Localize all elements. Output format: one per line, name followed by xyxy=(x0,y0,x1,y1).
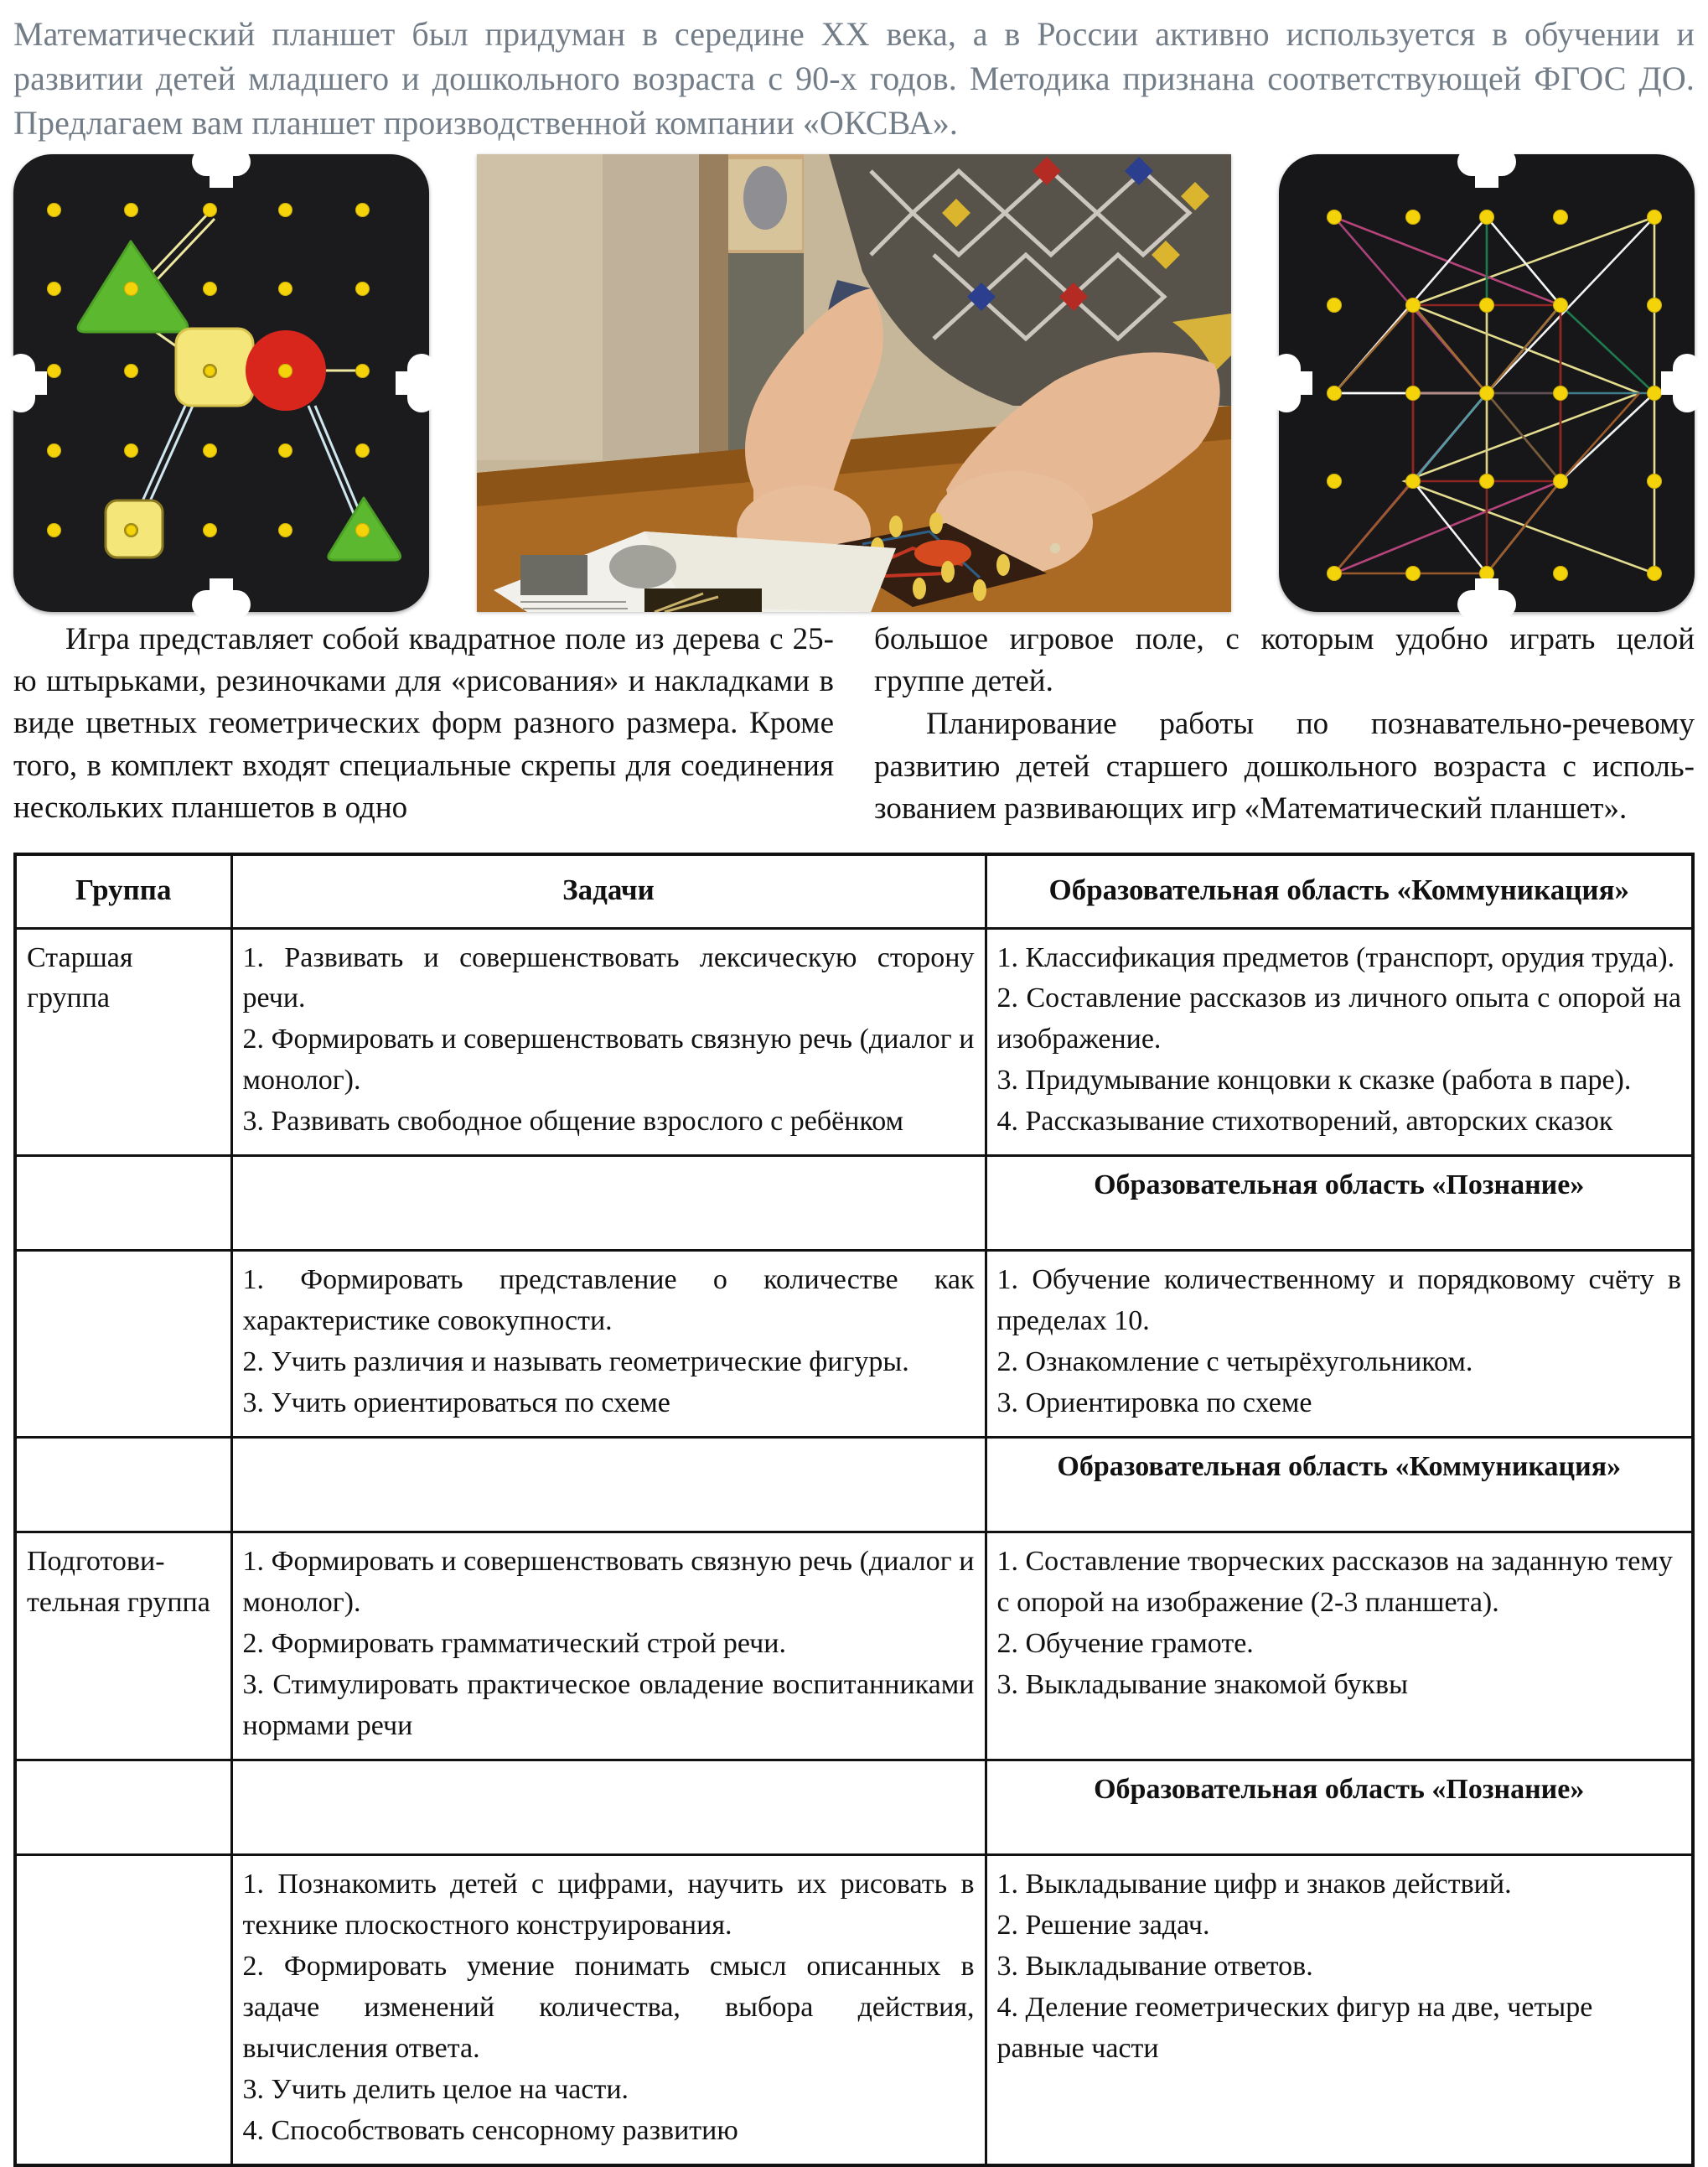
peg xyxy=(1327,566,1342,581)
peg xyxy=(124,203,138,217)
planning-table xyxy=(13,853,1695,2166)
cell-area xyxy=(986,1854,1693,2164)
area-item: 3. Выкладывание ответов. xyxy=(996,1950,1313,1982)
area-item: 4. Деление геометрических фигур на две, четыре равные части xyxy=(996,1991,1593,2064)
task-item: 1. Формировать и совершенствовать связную речь (диалог и монолог). xyxy=(242,1546,975,1619)
task-item: 4. Способствовать сенсорному развитию xyxy=(242,2114,738,2146)
area-item: 3. Ориентировка по схеме xyxy=(996,1387,1312,1419)
peg xyxy=(1647,386,1662,401)
board-notch-right-icon xyxy=(1673,354,1701,412)
peg xyxy=(1647,298,1662,313)
cell-group xyxy=(15,1251,231,1438)
peg xyxy=(1479,386,1494,401)
peg xyxy=(355,203,370,217)
peg xyxy=(1647,474,1662,489)
cell-area xyxy=(986,1532,1693,1760)
geoboard-bands-image xyxy=(1279,154,1695,612)
figure-geoboard-shapes xyxy=(13,154,429,612)
task-item: 1. Формировать представление о количестве как характеристике совокупности. xyxy=(242,1264,975,1337)
area-item: 1. Выкладывание цифр и знаков действий. xyxy=(996,1868,1512,1900)
peg xyxy=(1479,474,1494,489)
peg xyxy=(47,443,61,458)
board-notch-top-icon xyxy=(1457,148,1516,176)
table-row xyxy=(15,1532,1693,1760)
table-header-area: Образовательная область «Коммуникация» xyxy=(986,854,1693,928)
area-item: 3. Выкладывание знакомой буквы xyxy=(996,1668,1408,1700)
peg xyxy=(278,282,292,296)
intro-paragraph: Математический планшет был придуман в середине XX века, а в России активно используется в обучении и развитии детей младшего и дошкольного возраста с 90-х годов. Методика признана соответствующей ФГОС ДО. Предлагаем вам планшет производственной компании «ОКСВА». xyxy=(13,15,1695,143)
peg xyxy=(124,364,138,378)
area-item: 3. Придумывание концовки к сказке (работа в паре). xyxy=(996,1065,1632,1096)
peg xyxy=(124,523,138,537)
table-header-group: Группа xyxy=(15,854,231,928)
cell-group xyxy=(15,1854,231,2164)
peg xyxy=(1327,298,1342,313)
cell-area xyxy=(986,1251,1693,1438)
peg xyxy=(124,282,138,296)
body-column-right xyxy=(874,619,1695,832)
body-paragraph: Планирование работы по познавательно-речевому развитию детей старшего дошкольного возраста с использованием развивающих игр «Математический планшет». xyxy=(874,707,1695,826)
peg xyxy=(1327,386,1342,401)
peg xyxy=(1553,566,1568,581)
peg xyxy=(278,203,292,217)
peg xyxy=(1327,210,1342,225)
peg xyxy=(203,282,217,296)
table-row xyxy=(15,928,1693,1156)
peg xyxy=(1405,298,1421,313)
peg xyxy=(203,443,217,458)
peg xyxy=(1405,474,1421,489)
peg xyxy=(1479,298,1494,313)
body-columns xyxy=(13,619,1695,832)
cell-empty xyxy=(15,1156,231,1251)
cell-empty xyxy=(231,1156,986,1251)
cell-empty xyxy=(231,1438,986,1532)
table-section-row xyxy=(15,1156,1693,1251)
table-header-tasks: Задачи xyxy=(231,854,986,928)
board-notch-left-icon xyxy=(7,354,35,412)
peg xyxy=(355,282,370,296)
peg xyxy=(47,364,61,378)
peg xyxy=(203,364,217,378)
peg xyxy=(47,282,61,296)
cell-empty xyxy=(15,1438,231,1532)
peg xyxy=(1405,566,1421,581)
peg xyxy=(278,443,292,458)
board-notch-bottom-icon xyxy=(1457,590,1516,619)
peg xyxy=(47,203,61,217)
figure-child-photo xyxy=(477,154,1231,612)
table-row xyxy=(15,1251,1693,1438)
task-item: 1. Развивать и совершенствовать лексическую сторону речи. xyxy=(242,941,975,1014)
peg xyxy=(203,523,217,537)
body-paragraph: Игра представляет собой квадратное поле из дерева с 25-ю штырьками, резиночками для «рисования» и накладками в виде цветных геометрических форм разного размера. Кроме того, в комплект входят специальные скрепы для соединения нескольких планшетов в одно xyxy=(13,621,834,825)
child-playing-photo-image xyxy=(477,154,1231,612)
peg xyxy=(1553,298,1568,313)
peg xyxy=(1553,386,1568,401)
area-item: 2. Составление рассказов из личного опыта с опорой на изображение. xyxy=(996,982,1681,1055)
area-item: 2. Ознакомление с четырёхугольником. xyxy=(996,1346,1473,1378)
cell-tasks xyxy=(231,1532,986,1760)
photo-svg xyxy=(477,154,1231,612)
cell-group: Старшая группа xyxy=(15,928,231,1156)
task-item: 2. Формировать и совершенствовать связную речь (диалог и монолог). xyxy=(242,1024,975,1096)
section-label: Образовательная область «Познание» xyxy=(986,1156,1693,1251)
peg xyxy=(124,443,138,458)
cell-tasks xyxy=(231,928,986,1156)
table-header-row xyxy=(15,854,1693,928)
board-notch-top-icon xyxy=(192,148,251,176)
board-notch-bottom-icon xyxy=(192,590,251,619)
board-notch-left-icon xyxy=(1272,354,1301,412)
table-row xyxy=(15,1854,1693,2164)
peg xyxy=(1479,210,1494,225)
body-paragraph: большое игровое поле, с которым удобно играть целой группе детей. xyxy=(874,621,1695,698)
task-item: 2. Формировать умение понимать смысл описанных в задаче изменений количества, выбора действия, вычисления ответа. xyxy=(242,1950,975,2064)
task-item: 3. Учить ориентироваться по схеме xyxy=(242,1387,670,1419)
cell-empty xyxy=(231,1760,986,1854)
peg xyxy=(1553,474,1568,489)
area-item: 4. Рассказывание стихотворений, авторских сказок xyxy=(996,1106,1613,1138)
peg xyxy=(1647,210,1662,225)
peg xyxy=(278,364,292,378)
cell-group: Подготовительная группа xyxy=(15,1532,231,1760)
cell-empty xyxy=(15,1760,231,1854)
peg xyxy=(47,523,61,537)
body-column-left xyxy=(13,619,834,832)
task-item: 3. Стимулировать практическое овладение воспитанниками нормами речи xyxy=(242,1668,975,1741)
task-item: 3. Учить делить целое на части. xyxy=(242,2073,629,2105)
task-item: 1. Познакомить детей с цифрами, научить их рисовать в технике плоскостного конструирования. xyxy=(242,1868,975,1941)
table-section-row xyxy=(15,1438,1693,1532)
peg xyxy=(355,364,370,378)
task-item: 2. Формировать грамматический строй речи. xyxy=(242,1628,786,1659)
geoboard-shapes-svg xyxy=(13,154,429,612)
figure-geoboard-bands xyxy=(1279,154,1695,612)
peg xyxy=(278,523,292,537)
geoboard-shapes-image xyxy=(13,154,429,612)
table-section-row xyxy=(15,1760,1693,1854)
cell-area xyxy=(986,928,1693,1156)
area-item: 2. Обучение грамоте. xyxy=(996,1628,1254,1659)
section-label: Образовательная область «Коммуникация» xyxy=(986,1438,1693,1532)
area-item: 1. Классификация предметов (транспорт, орудия труда). xyxy=(996,941,1675,973)
figure-strip xyxy=(13,154,1695,612)
peg xyxy=(355,523,370,537)
peg xyxy=(1405,386,1421,401)
peg xyxy=(1553,210,1568,225)
peg xyxy=(1405,210,1421,225)
board-notch-right-icon xyxy=(407,354,436,412)
area-item: 1. Составление творческих рассказов на заданную тему с опорой на изображение (2-3 планшета). xyxy=(996,1546,1673,1619)
peg xyxy=(203,203,217,217)
area-item: 1. Обучение количественному и порядковому счёту в пределах 10. xyxy=(996,1264,1681,1337)
peg xyxy=(1647,566,1662,581)
peg xyxy=(355,443,370,458)
task-item: 3. Развивать свободное общение взрослого с ребёнком xyxy=(242,1106,904,1138)
cell-tasks xyxy=(231,1854,986,2164)
area-item: 2. Решение задач. xyxy=(996,1909,1210,1941)
section-label: Образовательная область «Познание» xyxy=(986,1760,1693,1854)
peg xyxy=(1327,474,1342,489)
task-item: 2. Учить различия и называть геометрические фигуры. xyxy=(242,1346,909,1378)
cell-tasks xyxy=(231,1251,986,1438)
